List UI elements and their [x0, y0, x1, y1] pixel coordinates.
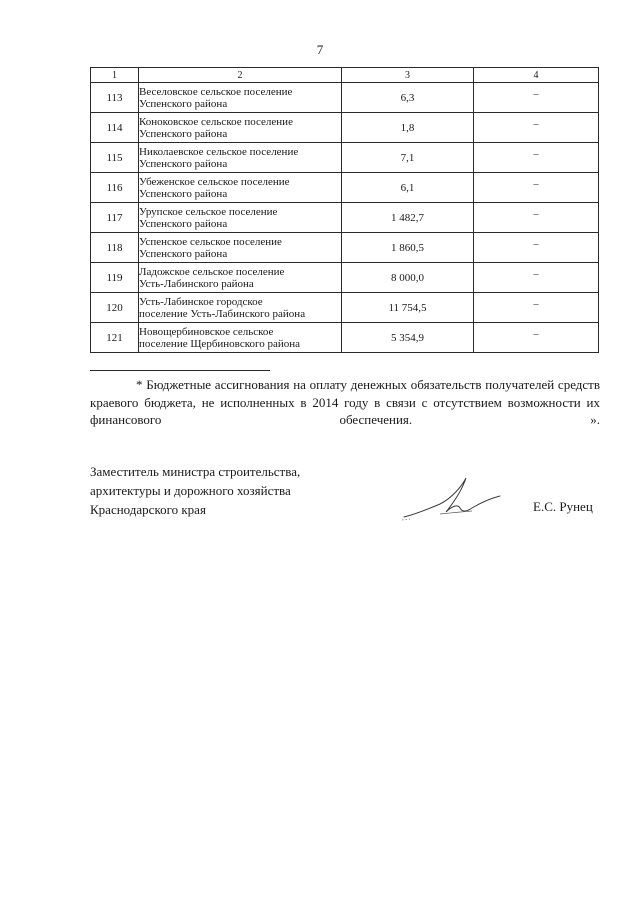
note-cell: [474, 263, 599, 293]
signatory-title-line3: Краснодарского края: [90, 502, 206, 517]
settlement-name-line1: Убеженское сельское поселение: [139, 175, 290, 188]
note-cell: [474, 83, 599, 113]
row-number: 118: [91, 233, 139, 263]
settlement-name-line2: Усть-Лабинского района: [139, 277, 254, 290]
settlement-name: [139, 143, 342, 173]
settlement-name-line1: Урупское сельское поселение: [139, 205, 278, 218]
settlement-name-line2: Успенского района: [139, 247, 228, 260]
settlement-name-line2: Успенского района: [139, 217, 228, 230]
settlement-name-line2: Успенского района: [139, 157, 228, 170]
signatory-title-line1: Заместитель министра строительства,: [90, 464, 301, 479]
amount-cell: 6,3: [342, 83, 474, 113]
settlement-name-line2: поселение Усть-Лабинского района: [139, 307, 306, 320]
settlement-name-line1: Веселовское сельское поселение: [139, 85, 293, 98]
note-dash: –: [533, 268, 539, 280]
note-dash: –: [533, 178, 539, 190]
row-number: 119: [91, 263, 139, 293]
settlement-name-line1: Усть-Лабинское городское: [139, 295, 263, 308]
settlement-name: [139, 263, 342, 293]
note-cell: [474, 173, 599, 203]
settlement-name: [139, 293, 342, 323]
table-row: [91, 263, 599, 293]
page-number: 7: [316, 42, 324, 57]
handwritten-signature: [396, 470, 506, 530]
settlement-name: [139, 323, 342, 353]
signer-name: Е.С. Рунец: [533, 499, 593, 514]
amount-cell: 7,1: [342, 143, 474, 173]
signatory-title: [90, 462, 350, 519]
row-number: 114: [91, 113, 139, 143]
settlement-name: [139, 173, 342, 203]
footnote-text: * Бюджетные ассигнования на оплату денежных обязательств получателей средств краевого бюджета, не исполненных в 2014 году в связи с отсутствием возможности их финансового обеспечения. ».: [90, 377, 600, 427]
table-row: [91, 233, 599, 263]
amount-cell: 1,8: [342, 113, 474, 143]
note-dash: –: [533, 118, 539, 130]
column-header-4: 4: [474, 68, 599, 83]
note-dash: –: [533, 88, 539, 100]
note-cell: [474, 233, 599, 263]
table-row: [91, 113, 599, 143]
row-number: 115: [91, 143, 139, 173]
note-dash: –: [533, 328, 539, 340]
settlement-name-line1: Ладожское сельское поселение: [139, 265, 285, 278]
settlement-name-line2: Успенского района: [139, 97, 228, 110]
settlement-name: [139, 83, 342, 113]
settlement-name-line1: Коноковское сельское поселение: [139, 115, 293, 128]
row-number: 121: [91, 323, 139, 353]
table-row: [91, 323, 599, 353]
settlement-name-line1: Новощербиновское сельское: [139, 325, 274, 338]
column-header-2: 2: [139, 68, 342, 83]
row-number: 116: [91, 173, 139, 203]
amount-cell: 8 000,0: [342, 263, 474, 293]
note-dash: –: [533, 148, 539, 160]
note-dash: –: [533, 238, 539, 250]
note-cell: [474, 293, 599, 323]
settlement-name-line2: Успенского района: [139, 127, 228, 140]
amount-cell: 1 482,7: [342, 203, 474, 233]
signatory-title-line2: архитектуры и дорожного хозяйства: [90, 483, 291, 498]
note-cell: [474, 113, 599, 143]
settlement-name: [139, 203, 342, 233]
settlement-name: [139, 233, 342, 263]
column-header-3: 3: [342, 68, 474, 83]
row-number: 120: [91, 293, 139, 323]
table-row: [91, 83, 599, 113]
footnote-divider: [90, 370, 270, 371]
note-cell: [474, 203, 599, 233]
table-row: [91, 203, 599, 233]
amount-cell: 5 354,9: [342, 323, 474, 353]
table-header-row: [91, 68, 599, 83]
column-header-1: 1: [91, 68, 139, 83]
settlement-name-line2: поселение Щербиновского района: [139, 337, 301, 350]
row-number: 113: [91, 83, 139, 113]
note-dash: –: [533, 208, 539, 220]
settlements-table: [90, 67, 599, 353]
note-cell: [474, 323, 599, 353]
amount-cell: 1 860,5: [342, 233, 474, 263]
amount-cell: 11 754,5: [342, 293, 474, 323]
settlement-name-line1: Николаевское сельское поселение: [139, 145, 299, 158]
table-row: [91, 173, 599, 203]
table-row: [91, 293, 599, 323]
note-cell: [474, 143, 599, 173]
table-row: [91, 143, 599, 173]
settlement-name-line1: Успенское сельское поселение: [139, 235, 282, 248]
amount-cell: 6,1: [342, 173, 474, 203]
note-dash: –: [533, 298, 539, 310]
settlement-name-line2: Успенского района: [139, 187, 228, 200]
settlement-name: [139, 113, 342, 143]
row-number: 117: [91, 203, 139, 233]
